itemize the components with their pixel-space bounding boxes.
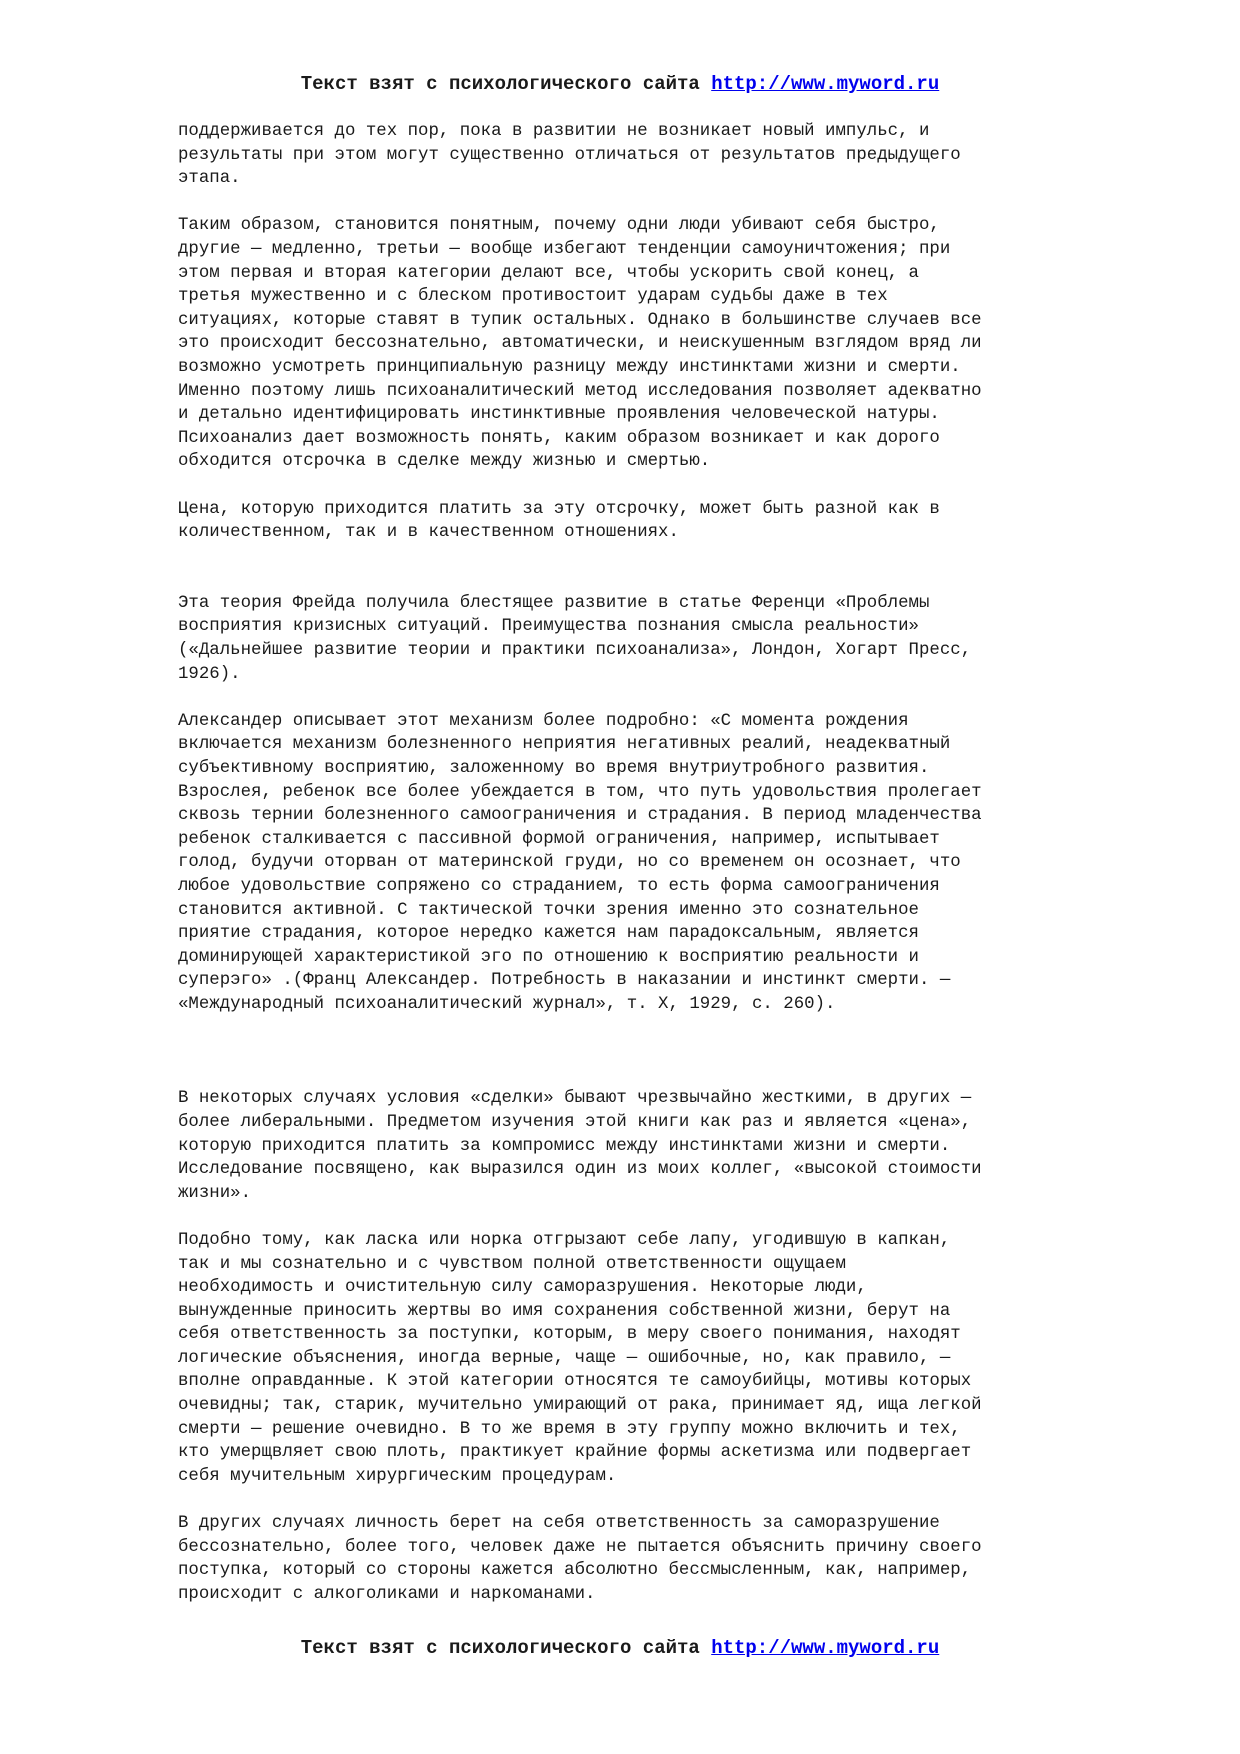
text-line: этапа. <box>178 169 241 189</box>
text-line: ситуациях, которые ставят в тупик остальных. Однако в большинстве случаев все <box>178 310 982 330</box>
text-line: Цена, которую приходится платить за эту отсрочку, может быть разной как в <box>178 499 940 519</box>
text-line: обходится отсрочка в сделке между жизнью и смертью. <box>178 452 711 472</box>
text-line: необходимость и очистительную силу саморазрушения. Некоторые люди, <box>178 1278 867 1298</box>
text-line: субъективному восприятию, заложенному во время внутриутробного развития. <box>178 759 930 779</box>
text-line: которую приходится платить за компромисс между инстинктами жизни и смерти. <box>178 1136 951 1156</box>
text-line: себя мучительным хирургическим процедурам. <box>178 1466 617 1486</box>
text-line: Эта теория Фрейда получила блестящее развитие в статье Ференци «Проблемы <box>178 593 930 613</box>
header-text: Текст взят с психологического сайта <box>300 73 712 95</box>
text-line: третья мужественно и с блеском противостоит ударам судьбы даже в тех <box>178 287 888 307</box>
paragraph <box>178 1512 1178 1606</box>
text-line: Александер описывает этот механизм более подробно: «С момента рождения <box>178 711 909 731</box>
text-line: сквозь тернии болезненного самоограничения и страдания. В период младенчества <box>178 806 982 826</box>
text-line: доминирующей характеристикой эго по отношению к восприятию реальности и <box>178 947 919 967</box>
text-line: В некоторых случаях условия «сделки» бывают чрезвычайно жесткими, в других — <box>178 1089 972 1109</box>
text-line: приятие страдания, которое нередко кажется нам парадоксальным, является <box>178 924 919 944</box>
text-line: смерти — решение очевидно. В то же время в эту группу можно включить и тех, <box>178 1419 961 1439</box>
header-site-link[interactable]: http://www.myword.ru <box>711 73 940 95</box>
text-line: себя ответственность за поступки, которым, в меру своего понимания, находят <box>178 1325 961 1345</box>
text-line: очевидны; так, старик, мучительно умирающий от рака, принимает яд, ища легкой <box>178 1396 982 1416</box>
page-footer <box>0 1636 1240 1660</box>
text-line: бессознательно, более того, человек даже не пытается объяснить причину своего <box>178 1537 982 1557</box>
text-line: происходит с алкоголиками и наркоманами. <box>178 1584 596 1604</box>
paragraph <box>178 498 1178 545</box>
text-line: поступка, который со стороны кажется абсолютно бессмысленным, как, например, <box>178 1561 972 1581</box>
text-line: возможно усмотреть принципиальную разницу между инстинктами жизни и смерти. <box>178 357 961 377</box>
text-line: Именно поэтому лишь психоаналитический метод исследования позволяет адекватно <box>178 381 982 401</box>
text-line: так и мы сознательно и с чувством полной ответственности ощущаем <box>178 1254 846 1274</box>
text-line: Взрослея, ребенок все более убеждается в том, что путь удовольствия пролегает <box>178 782 982 802</box>
text-line: В других случаях личность берет на себя ответственность за саморазрушение <box>178 1514 940 1534</box>
text-line: более либеральными. Предметом изучения этой книги как раз и является «цена», <box>178 1112 972 1132</box>
text-line: кто умерщвляет свою плоть, практикует крайние формы аскетизма или подвергает <box>178 1443 972 1463</box>
paragraph <box>178 120 1178 191</box>
text-line: вынужденные приносить жертвы во имя сохранения собственной жизни, берут на <box>178 1301 951 1321</box>
text-line: другие — медленно, третьи — вообще избегают тенденции самоуничтожения; при <box>178 239 951 259</box>
text-line: («Дальнейшее развитие теории и практики психоанализа», Лондон, Хогарт Пресс, <box>178 641 972 661</box>
text-line: ребенок сталкивается с пассивной формой ограничения, например, испытывает <box>178 829 940 849</box>
text-line: Психоанализ дает возможность понять, каким образом возникает и как дорого <box>178 428 940 448</box>
text-line: жизни». <box>178 1183 252 1203</box>
text-line: суперэго» .(Франц Александер. Потребность в наказании и инстинкт смерти. — <box>178 971 951 991</box>
text-line: Исследование посвящено, как выразился один из моих коллег, «высокой стоимости <box>178 1160 982 1180</box>
text-line: восприятия кризисных ситуаций. Преимущества познания смысла реальности» <box>178 617 919 637</box>
text-line: поддерживается до тех пор, пока в развитии не возникает новый импульс, и <box>178 122 930 141</box>
text-line: результаты при этом могут существенно отличаться от результатов предыдущего <box>178 145 961 165</box>
text-line: Подобно тому, как ласка или норка отгрызают себе лапу, угодившую в капкан, <box>178 1230 951 1250</box>
text-line: и детально идентифицировать инстинктивные проявления человеческой натуры. <box>178 405 940 425</box>
text-line: любое удовольствие сопряжено со страданием, то есть форма самоограничения <box>178 877 940 896</box>
footer-text: Текст взят с психологического сайта <box>300 1637 712 1659</box>
page-header <box>0 72 1240 96</box>
text-line: Таким образом, становится понятным, почему одни люди убивают себя быстро, <box>178 216 940 236</box>
document-body <box>178 120 1178 1606</box>
text-line: становится активной. С тактической точки зрения именно это сознательное <box>178 900 919 920</box>
text-line: голод, будучи оторван от материнской груди, но со временем он осознает, что <box>178 853 961 873</box>
paragraph <box>178 1087 1178 1205</box>
text-line: «Международный психоаналитический журнал», т. X, 1929, с. 260). <box>178 994 836 1014</box>
paragraph <box>178 710 1178 1017</box>
text-line: 1926). <box>178 664 241 684</box>
text-line: количественном, так и в качественном отношениях. <box>178 523 679 543</box>
paragraph <box>178 592 1178 686</box>
text-line: вполне оправданные. К этой категории относятся те самоубийцы, мотивы которых <box>178 1372 972 1392</box>
paragraph <box>178 1229 1178 1489</box>
footer-site-link[interactable]: http://www.myword.ru <box>711 1637 940 1659</box>
text-line: этом первая и вторая категории делают все, чтобы ускорить свой конец, а <box>178 263 919 283</box>
paragraph <box>178 214 1178 474</box>
text-line: логические объяснения, иногда верные, чаще — ошибочные, но, как правило, — <box>178 1348 951 1368</box>
text-line: это происходит бессознательно, автоматически, и неискушенным взглядом вряд ли <box>178 334 982 354</box>
text-line: включается механизм болезненного неприятия негативных реалий, неадекватный <box>178 735 951 755</box>
